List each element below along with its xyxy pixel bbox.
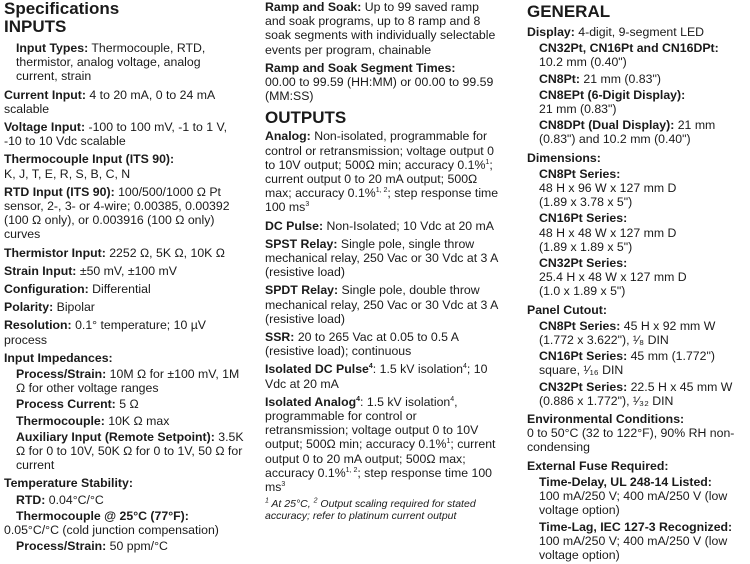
spec-stab-process-strain: Process/Strain: 50 ppm/°C (16, 539, 168, 554)
spec-input-impedances: Input Impedances: (4, 350, 113, 365)
general-heading: GENERAL (527, 2, 611, 21)
spec-environmental: Environmental Conditions: 0 to 50°C (32 to 122°F), 90% RH non-condensing (527, 412, 735, 455)
general-column (527, 0, 747, 564)
spec-configuration: Configuration: Differential (4, 282, 151, 297)
spec-spst-relay: SPST Relay: Single pole, single throw mechanical relay, 250 Vac or 30 Vdc at 3 A (resistive load) (265, 236, 498, 280)
spec-display: Display: 4-digit, 9-segment LED (527, 25, 705, 39)
spec-display-cn8e: CN8EPt (6-Digit Display): 21 mm (0.83") (539, 87, 686, 117)
spec-dim-cn8: CN8Pt Series: 48 H x 96 W x 127 mm D (1.89 x 3.78 x 5") (539, 166, 677, 210)
spec-display-cn8: CN8Pt: 21 mm (0.83") (539, 71, 661, 86)
spec-dc-pulse: DC Pulse: Non-Isolated; 10 Vdc at 20 mA (265, 218, 494, 233)
spec-thermistor-input: Thermistor Input: 2252 Ω, 5K Ω, 10K Ω (4, 245, 225, 260)
outputs-column (265, 0, 500, 522)
inputs-column (4, 0, 244, 558)
spec-resolution: Resolution: 0.1° temperature; 10 µV process (4, 318, 207, 347)
spec-input-types: Input Types: Thermocouple, RTD, thermistor, analog voltage, analog current, strain (16, 41, 206, 84)
spec-thermocouple-input: Thermocouple Input (ITS 90): K, J, T, E, R, S, B, C, N (4, 152, 175, 181)
inputs-heading: INPUTS (4, 17, 67, 36)
spec-cutout-cn32: CN32Pt Series: 22.5 H x 45 mm W (0.886 x 1.772"), ¹⁄₃₂ DIN (539, 379, 733, 408)
spec-spdt-relay: SPDT Relay: Single pole, double throw mechanical relay, 250 Vac or 30 Vdc at 3 A (resistive load) (265, 283, 498, 326)
spec-voltage-input: Voltage Input: -100 to 100 mV, -1 to 1 V, -10 to 10 Vdc scalable (4, 120, 228, 149)
spec-analog-output: Analog: Non-isolated, programmable for control or retransmission; voltage output 0 to 10V output; 500Ω min; accuracy 0.1%$^1$; current output 0 to 20 mA output; 500Ω max; accuracy 0.1%$^{1, 2}$; step response time 100 $ms^3$ (265, 129, 499, 215)
spec-stab-rtd: RTD: 0.04°C/°C (16, 492, 104, 507)
spec-ssr: SSR: 20 to 265 Vac at 0.05 to 0.5 A (resistive load); continuous (265, 330, 459, 359)
spec-cutout-cn8: CN8Pt Series: 45 H x 92 mm W (1.772 x 3.622"), ¹⁄₈ DIN (539, 318, 716, 348)
spec-dim-cn32: CN32Pt Series: 25.4 H x 48 W x 127 mm D (1.0 x 1.89 x 5") (539, 256, 687, 299)
spec-current-input: Current Input: 4 to 20 mA, 0 to 24 mA scalable (4, 87, 215, 116)
spec-imp-process-strain: Process/Strain: 10M Ω for ±100 mV, 1M Ω for other voltage ranges (16, 367, 240, 396)
spec-fuse-time-lag: Time-Lag, IEC 127-3 Recognized: 100 mA/250 V; 400 mA/250 V (low voltage option) (539, 519, 733, 562)
footnotes: $^1$ At 25°C, $^2$ Output scaling required for stated accuracy; refer to platinum current output (265, 497, 476, 523)
spec-ramp-soak: Ramp and Soak: Up to 99 saved ramp and soak programs, up to 8 ramp and 8 soak segments with individually selectable events per program, chainable (265, 0, 496, 57)
spec-fuse-time-delay: Time-Delay, UL 248-14 Listed: 100 mA/250 V; 400 mA/250 V (low voltage option) (539, 474, 728, 518)
spec-temperature-stability: Temperature Stability: (4, 476, 133, 491)
spec-imp-process-current: Process Current: 5 Ω (16, 397, 139, 412)
spec-strain-input: Strain Input: ±50 mV, ±100 mV (4, 263, 177, 278)
spec-panel-cutout: Panel Cutout: (527, 302, 607, 317)
spec-imp-auxiliary: Auxiliary Input (Remote Setpoint): 3.5K Ω for 0 to 10V, 50K Ω for 0 to 1V, 50 Ω for current (16, 429, 244, 473)
spec-stab-thermocouple: Thermocouple @ 25°C (77°F): 0.05°C/°C (cold junction compensation) (4, 508, 219, 538)
spec-cutout-cn16: CN16Pt Series: 45 mm (1.772") square, ¹⁄₁₆ DIN (539, 349, 715, 378)
spec-polarity: Polarity: Bipolar (4, 300, 95, 315)
spec-display-cn32: CN32Pt, CN16Pt and CN16DPt: 10.2 mm (0.40") (539, 41, 719, 70)
spec-imp-thermocouple: Thermocouple: 10K Ω max (16, 413, 170, 428)
spec-external-fuse: External Fuse Required: (527, 458, 669, 473)
page-title: Specifications (4, 0, 120, 18)
spec-ramp-soak-times: Ramp and Soak Segment Times: 00.00 to 99.59 (HH:MM) or 00.00 to 99.59 (MM:SS) (265, 60, 494, 104)
spec-dimensions: Dimensions: (527, 150, 601, 165)
spec-dim-cn16: CN16Pt Series: 48 H x 48 W x 127 mm D (1.89 x 1.89 x 5") (539, 211, 677, 254)
spec-isolated-dc-pulse: Isolated DC Pulse$^4$: 1.5 kV isolation$^4$; 10 Vdc at 20 mA (265, 362, 488, 391)
outputs-heading: OUTPUTS (265, 108, 347, 128)
spec-rtd-input: RTD Input (ITS 90): 100/500/1000 Ω Pt sensor, 2-, 3- or 4-wire; 0.00385, 0.00392 (100 Ω only), or 0.003916 (100 Ω only) curves (4, 184, 230, 242)
spec-isolated-analog: Isolated Analog$^4$: 1.5 kV isolation$^4$, programmable for control or retransmission; voltage output 0 to 10V output; 500Ω min; accuracy 0.1%$^1$; current output 0 to 20 mA output; 500Ω max; accuracy 0.1%$^{1, 2}$; step response time 100 $ms^3$ (265, 394, 496, 495)
spec-display-cn8d: CN8DPt (Dual Display): 21 mm (0.83") and 10.2 mm (0.40") (539, 118, 716, 147)
